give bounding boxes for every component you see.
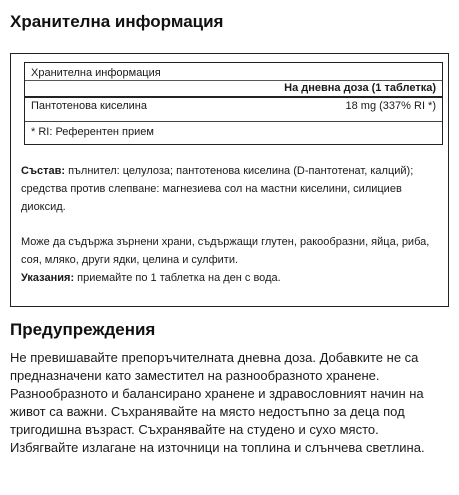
table-row [25,98,442,121]
composition-label: Състав: [21,165,66,177]
daily-dose-column-header: На дневна доза (1 таблетка) [25,81,442,98]
composition-value: пълнител: целулоза; пантотенова киселина (D-пантотенат, калций); средства против слепване: магнезиева сол на мастни киселини, силициев диоксид. [21,165,414,213]
nutrient-name: Пантотенова киселина [31,100,147,112]
allergens-text: Може да съдържа зърнени храни, съдържащи глутен, ракообразни, яйца, риба, соя, мляко, други ядки, целина и сулфити. [21,236,430,266]
nutrition-table-header: Хранителна информация [25,63,442,81]
nutrition-info-title: Хранителна информация [10,12,224,31]
nutrition-table [24,62,443,145]
directions-label: Указания: [21,272,75,284]
directions-value: приемайте по 1 таблетка на ден с вода. [74,272,281,284]
nutrient-value: 18 mg (337% RI *) [345,100,436,112]
nutrition-panel [10,53,449,307]
warnings-text: Не превишавайте препоръчителната дневна доза. Добавките не са предназначени като заместител на разнообразното хранене. Разнообразното и балансирано хранене и здравословният начин на живот са важни. Съхранявайте на място недостъпно за деца под тригодишна възраст. Съхранявайте на студено и сухо място. Избягвайте излагане на източници на топлина и слънчева светлина. [10,350,425,455]
reference-intake-footnote: * RI: Референтен прием [25,121,442,144]
composition-text [21,162,441,216]
directions-text [21,269,441,287]
warnings-title: Предупреждения [10,320,156,339]
